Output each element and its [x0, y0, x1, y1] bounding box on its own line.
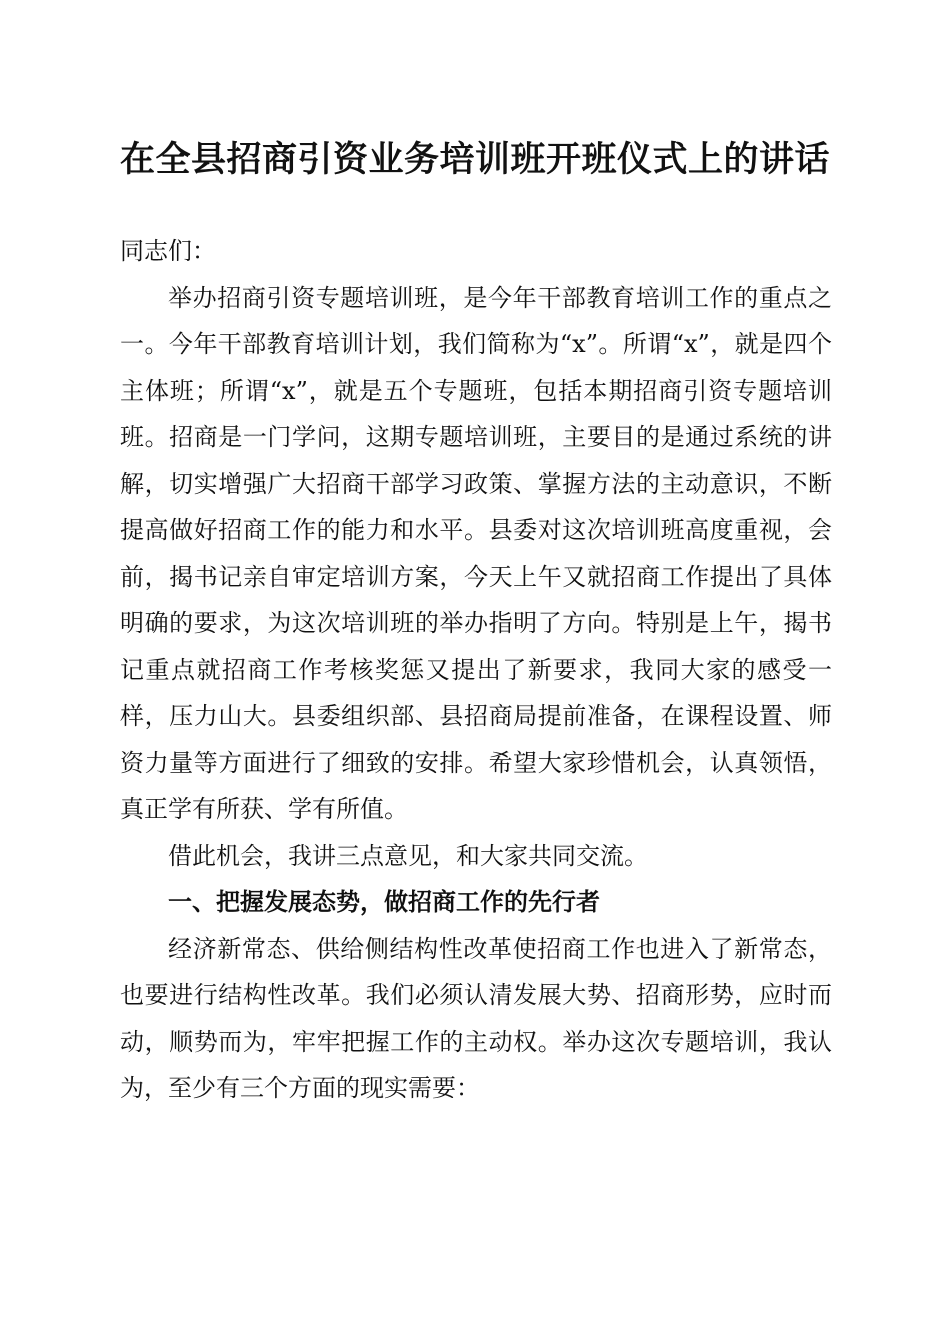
section-heading: 一、把握发展态势，做招商工作的先行者 [168, 888, 600, 916]
document-body [120, 228, 832, 1112]
body-paragraph: 经济新常态、供给侧结构性改革使招商工作也进入了新常态，也要进行结构性改革。我们必须认清发展大势、招商形势，应时而动，顺势而为，牢牢把握工作的主动权。举办这次专题培训，我认为，至少有三个方面的现实需要： [120, 934, 832, 1102]
body-paragraph: 举办招商引资专题培训班，是今年干部教育培训工作的重点之一。今年干部教育培训计划，我们简称为“x”。所谓“x”，就是四个主体班；所谓“x”，就是五个专题班，包括本期招商引资专题培训班。招商是一门学问，这期专题培训班，主要目的是通过系统的讲解，切实增强广大招商干部学习政策、掌握方法的主动意识，不断提高做好招商工作的能力和水平。县委对这次培训班高度重视，会前，揭书记亲自审定培训方案，今天上午又就招商工作提出了具体明确的要求，为这次培训班的举办指明了方向。特别是上午，揭书记重点就招商工作考核奖惩又提出了新要求，我同大家的感受一样，压力山大。县委组织部、县招商局提前准备，在课程设置、师资力量等方面进行了细致的安排。希望大家珍惜机会，认真领悟，真正学有所获、学有所值。 [120, 283, 832, 823]
salutation: 同志们： [120, 237, 216, 265]
document-title: 在全县招商引资业务培训班开班仪式上的讲话 [119, 139, 830, 180]
body-paragraph: 借此机会，我讲三点意见，和大家共同交流。 [168, 841, 648, 870]
